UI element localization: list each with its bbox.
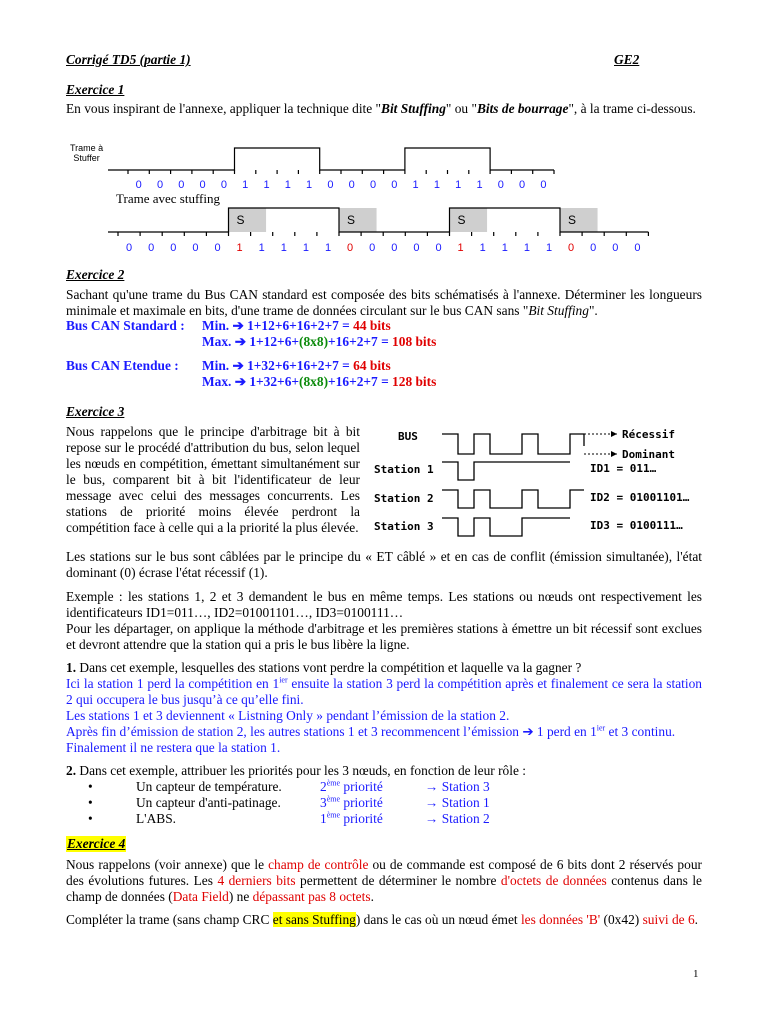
- page-number: 1: [693, 968, 699, 980]
- exercise-2-title: Exercice 2: [66, 267, 125, 282]
- stuffed-bit: 0: [612, 242, 619, 254]
- stuff-box: [339, 208, 377, 232]
- input-bit: 0: [156, 179, 164, 191]
- priority-item: [88, 795, 688, 811]
- stuff-mark: S: [568, 213, 577, 227]
- recessive-label: Récessif: [622, 428, 675, 441]
- input-bit: 0: [327, 179, 334, 191]
- assigned-station: → Station 3: [425, 779, 490, 794]
- question-2: 2. Dans cet exemple, attribuer les priorités pour les 3 nœuds, en fonction de leur rôle :: [66, 763, 526, 778]
- input-bit: 0: [178, 179, 185, 191]
- stuffed-bit: 0: [413, 242, 420, 254]
- stuff-mark: S: [347, 213, 356, 227]
- dominant-label: Dominant: [622, 448, 675, 461]
- frame-label: Trame à Stuffer: [70, 143, 104, 163]
- exercise-3-method: Pour les départager, on applique la méthode d'arbitrage et les premières stations à émettre un bit récessif sont exclues et devront attendre que la station qui a pris le bus libère la ligne.: [66, 621, 702, 652]
- level-arrows: [611, 431, 617, 457]
- station-3-label: Station 3: [374, 520, 434, 533]
- stuffed-bit: 0: [347, 242, 354, 254]
- bus-label: BUS: [398, 430, 418, 443]
- input-bit: 0: [519, 179, 526, 191]
- priority-list: [88, 779, 688, 827]
- station-3-waveform: [442, 518, 570, 536]
- exercise-3-example: Exemple : les stations 1, 2 et 3 demandent le bus en même temps. Les stations ou nœuds ont respectivement les identificateurs ID1=011…, ID2=01001101…, ID3=0100111…: [66, 589, 702, 620]
- assigned-station: → Station 2: [425, 811, 490, 826]
- stuffed-bit: 0: [435, 242, 442, 254]
- stuffed-label: Trame avec stuffing: [116, 191, 220, 206]
- exercise-3-title: Exercice 3: [66, 404, 125, 419]
- stuff-mark: S: [457, 213, 466, 227]
- stuffed-bit: 0: [568, 242, 575, 254]
- stuffed-bit: 0: [369, 242, 376, 254]
- id1-label: ID1 = 011…: [590, 462, 657, 475]
- input-bit: 0: [391, 179, 398, 191]
- input-bit: 1: [476, 179, 483, 191]
- stuffed-bit: 0: [590, 242, 597, 254]
- question-1: 1. Dans cet exemple, lesquelles des stations vont perdre la compétition et laquelle va la gagner ?: [66, 660, 582, 675]
- node-role: Un capteur de température.: [136, 779, 282, 794]
- input-bit: 0: [369, 179, 377, 191]
- can-extended-min: Min. ➔ 1+32+6+16+2+7 = 64 bits: [202, 358, 391, 373]
- can-extended-label: Bus CAN Etendue :: [66, 358, 179, 373]
- priority-rank: 2ème priorité: [320, 778, 383, 794]
- stuff-bit-boxes: [229, 208, 598, 232]
- exercise-2-text: Sachant qu'une trame du Bus CAN standard est composée des bits schématisés à l'annexe. Déterminer les longueurs minimale et maximale en bits, d'une trame de données circulant sur le bus CAN sans "Bit Stuffing".: [66, 287, 702, 318]
- bullet: •: [88, 811, 93, 826]
- exercise-4-text: Nous rappelons (voir annexe) que le champ de contrôle ou de commande est composé de 6 bits dont 2 réservés pour des évolutions futures. Les 4 derniers bits permettent de déterminer le nombre d'octets de données contenus dans le champ de données (Data Field) ne dépassant pas 8 octets.: [66, 857, 702, 904]
- stuffed-bits-row: [0, 240, 768, 254]
- input-bit: 1: [412, 179, 419, 191]
- stuffed-bit: 1: [302, 242, 309, 254]
- stuff-box: [560, 208, 598, 232]
- priority-rank: 3ème priorité: [320, 794, 383, 810]
- input-bit: 0: [220, 179, 227, 191]
- input-bit: 0: [135, 179, 142, 191]
- input-bit: 1: [242, 179, 249, 191]
- priority-item: [88, 811, 688, 827]
- station-1-waveform: [442, 462, 570, 480]
- stuffed-bit: 1: [501, 242, 508, 254]
- input-bit: 1: [433, 179, 440, 191]
- stuffed-bit: 0: [148, 242, 155, 254]
- node-role: L'ABS.: [136, 811, 176, 826]
- stuff-box: [229, 208, 267, 232]
- can-standard-label: Bus CAN Standard :: [66, 318, 185, 333]
- input-bit: 0: [348, 179, 355, 191]
- stuffed-bit: 1: [258, 242, 265, 254]
- stuffed-bit: 1: [324, 242, 332, 254]
- input-bit: 0: [199, 179, 206, 191]
- input-bit: 1: [455, 179, 462, 191]
- doc-title: Corrigé TD5 (partie 1): [66, 52, 191, 67]
- exercise-3-wired-and: Les stations sur le bus sont câblées par le principe du « ET câblé » et en cas de conflit (émission simultanée), l'état dominant (0) écrase l'état récessif (1).: [66, 549, 702, 580]
- stuff-mark: S: [236, 213, 245, 227]
- input-bit: 0: [497, 179, 504, 191]
- input-waveform: [108, 148, 554, 174]
- station-1-label: Station 1: [374, 463, 434, 476]
- node-role: Un capteur d'anti-patinage.: [136, 795, 281, 810]
- assigned-station: → Station 1: [425, 795, 490, 810]
- arbitration-diagram: [372, 426, 708, 538]
- stuffed-bit: 1: [523, 242, 530, 254]
- stuff-box: [450, 208, 488, 232]
- answer-1: Ici la station 1 perd la compétition en $1^{ier}$ ensuite la station 3 perd la compétition après et finalement ce sera la station 2 qui occupera le bus jusqu’à ce qu’elle fini. Les stations 1 et 3 deviennent « Listning Only » pendant l’émission de la station 2. Après fin d’émission de station 2, les autres stations 1 et 3 recommencent l’émission ➔ 1 perd en $1^{ier}$ et 3 continu. Finalement il ne restera que la station 1.: [66, 675, 702, 755]
- exercise-4-title: Exercice 4: [67, 836, 126, 851]
- stuffed-bit: 0: [126, 242, 133, 254]
- exercise-1-title: Exercice 1: [66, 82, 125, 97]
- stuffed-bit: 0: [634, 242, 641, 254]
- input-bits-row: [0, 177, 768, 191]
- station-2-waveform: [442, 490, 584, 508]
- can-standard-min: Min. ➔ 1+12+6+16+2+7 = 44 bits: [202, 318, 391, 333]
- station-2-label: Station 2: [374, 492, 434, 505]
- input-bit: 1: [263, 179, 270, 191]
- stuffed-bit: 0: [192, 242, 199, 254]
- exercise-4-task: Compléter la trame (sans champ CRC et sans Stuffing) dans le cas où un nœud émet les données 'B' (0x42) suivi de 6.: [66, 912, 699, 927]
- stuffed-bit: 0: [214, 242, 221, 254]
- stuffed-bit: 1: [545, 242, 553, 254]
- input-wave-line: [108, 148, 554, 170]
- can-standard-max: Max. ➔ 1+12+6+(8x8)+16+2+7 = 108 bits: [202, 334, 437, 349]
- input-bit: 1: [284, 179, 291, 191]
- bus-waveform: [442, 434, 584, 454]
- priority-rank: 1ème priorité: [320, 810, 383, 826]
- bullet: •: [88, 779, 93, 794]
- id2-label: ID2 = 01001101…: [590, 491, 690, 504]
- stuffed-bit: 0: [170, 242, 177, 254]
- id3-label: ID3 = 0100111…: [590, 519, 683, 532]
- stuffed-bit: 1: [479, 242, 486, 254]
- stuffed-bit: 1: [457, 242, 464, 254]
- stuffed-bit: 1: [280, 242, 287, 254]
- input-bit: 1: [306, 179, 313, 191]
- stuffed-bit: 1: [236, 242, 243, 254]
- input-bit: 0: [540, 179, 547, 191]
- can-extended-max: Max. ➔ 1+32+6+(8x8)+16+2+7 = 128 bits: [202, 374, 437, 389]
- course-code: GE2: [614, 52, 640, 67]
- priority-item: [88, 779, 688, 795]
- bullet: •: [88, 795, 93, 810]
- stuffed-bit: 0: [391, 242, 398, 254]
- exercise-3-intro: Nous rappelons que le principe d'arbitrage bit à bit repose sur le procédé d'attribution du bus, selon lequel les nœuds en compétition, émettant simultanément sur le bus, comparent bit à bit l'identificateur de leur message avec celui des messages concurrents. Les stations de priorité moins élevée perdront la compétition face à celle qui a la priorité la plus élevée.: [66, 424, 360, 535]
- exercise-1-text: En vous inspirant de l'annexe, appliquer la technique dite "Bit Stuffing" ou "Bits de bourrage", à la trame ci-dessous.: [66, 101, 696, 116]
